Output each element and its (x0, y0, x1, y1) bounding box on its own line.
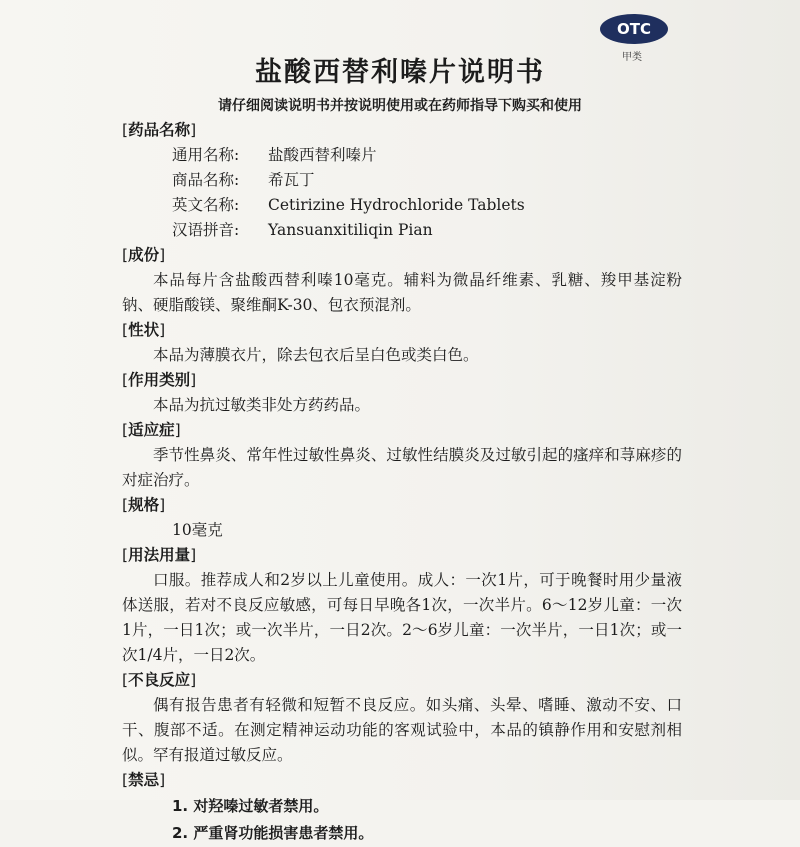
description-text: 本品为薄膜衣片，除去包衣后呈白色或类白色。 (153, 346, 479, 364)
specification-text: 10毫克 (172, 521, 223, 539)
section-heading-indications: [适应症] (122, 421, 181, 439)
trade-name-row (122, 168, 682, 193)
category-text: 本品为抗过敏类非处方药药品。 (153, 396, 371, 414)
composition-text: 本品每片含盐酸西替利嗪10毫克。辅料为微晶纤维素、乳糖、羧甲基淀粉钠、硬脂酸镁、聚维酮K-30、包衣预混剂。 (122, 271, 682, 314)
section-heading-adverse: [不良反应] (122, 671, 197, 689)
section-heading-composition: [成份] (122, 246, 166, 264)
section-heading-category: [作用类别] (122, 371, 197, 389)
generic-name-label: 通用名称: (172, 146, 240, 164)
adverse-text: 偶有报告患者有轻微和短暂不良反应。如头痛、头晕、嗜睡、激动不安、口干、腹部不适。在测定精神运动功能的客观试验中，本品的镇静作用和安慰剂相似。罕有报道过敏反应。 (122, 696, 682, 764)
section-heading-drug-name: [药品名称] (122, 121, 197, 139)
otc-badge: OTC (600, 14, 668, 44)
generic-name-value: 盐酸西替利嗪片 (268, 146, 377, 164)
section-heading-dosage: [用法用量] (122, 546, 197, 564)
document-title: 盐酸西替利嗪片说明书 (255, 57, 545, 88)
section-heading-specification: [规格] (122, 496, 166, 514)
section-heading-description: [性状] (122, 321, 166, 339)
contraindication-item: 2. 严重肾功能损害患者禁用。 (172, 824, 374, 842)
generic-name-row (122, 143, 682, 168)
english-name-value: Cetirizine Hydrochloride Tablets (268, 196, 525, 214)
pinyin-name-row (122, 218, 682, 243)
english-name-row (122, 193, 682, 218)
dosage-text: 口服。推荐成人和2岁以上儿童使用。成人：一次1片，可于晚餐时用少量液体送服，若对不良反应敏感，可每日早晚各1次，一次半片。6～12岁儿童：一次1片，一日1次；或一次半片，一日2次。2～6岁儿童：一次半片，一日1次；或一次1/4片，一日2次。 (122, 571, 682, 664)
contraindication-item: 1. 对羟嗪过敏者禁用。 (172, 797, 329, 815)
indications-text: 季节性鼻炎、常年性过敏性鼻炎、过敏性结膜炎及过敏引起的瘙痒和荨麻疹的对症治疗。 (122, 446, 682, 489)
english-name-label: 英文名称: (172, 196, 240, 214)
otc-class-label: 甲类 (622, 52, 642, 63)
document-subtitle: 请仔细阅读说明书并按说明使用或在药师指导下购买和使用 (218, 98, 582, 114)
trade-name-label: 商品名称: (172, 171, 240, 189)
trade-name-value: 希瓦丁 (268, 171, 315, 189)
pinyin-name-label: 汉语拼音: (172, 221, 240, 239)
leaflet-content (122, 118, 682, 847)
pinyin-name-value: Yansuanxitiliqin Pian (268, 221, 433, 239)
section-heading-contraindications: [禁忌] (122, 771, 166, 789)
